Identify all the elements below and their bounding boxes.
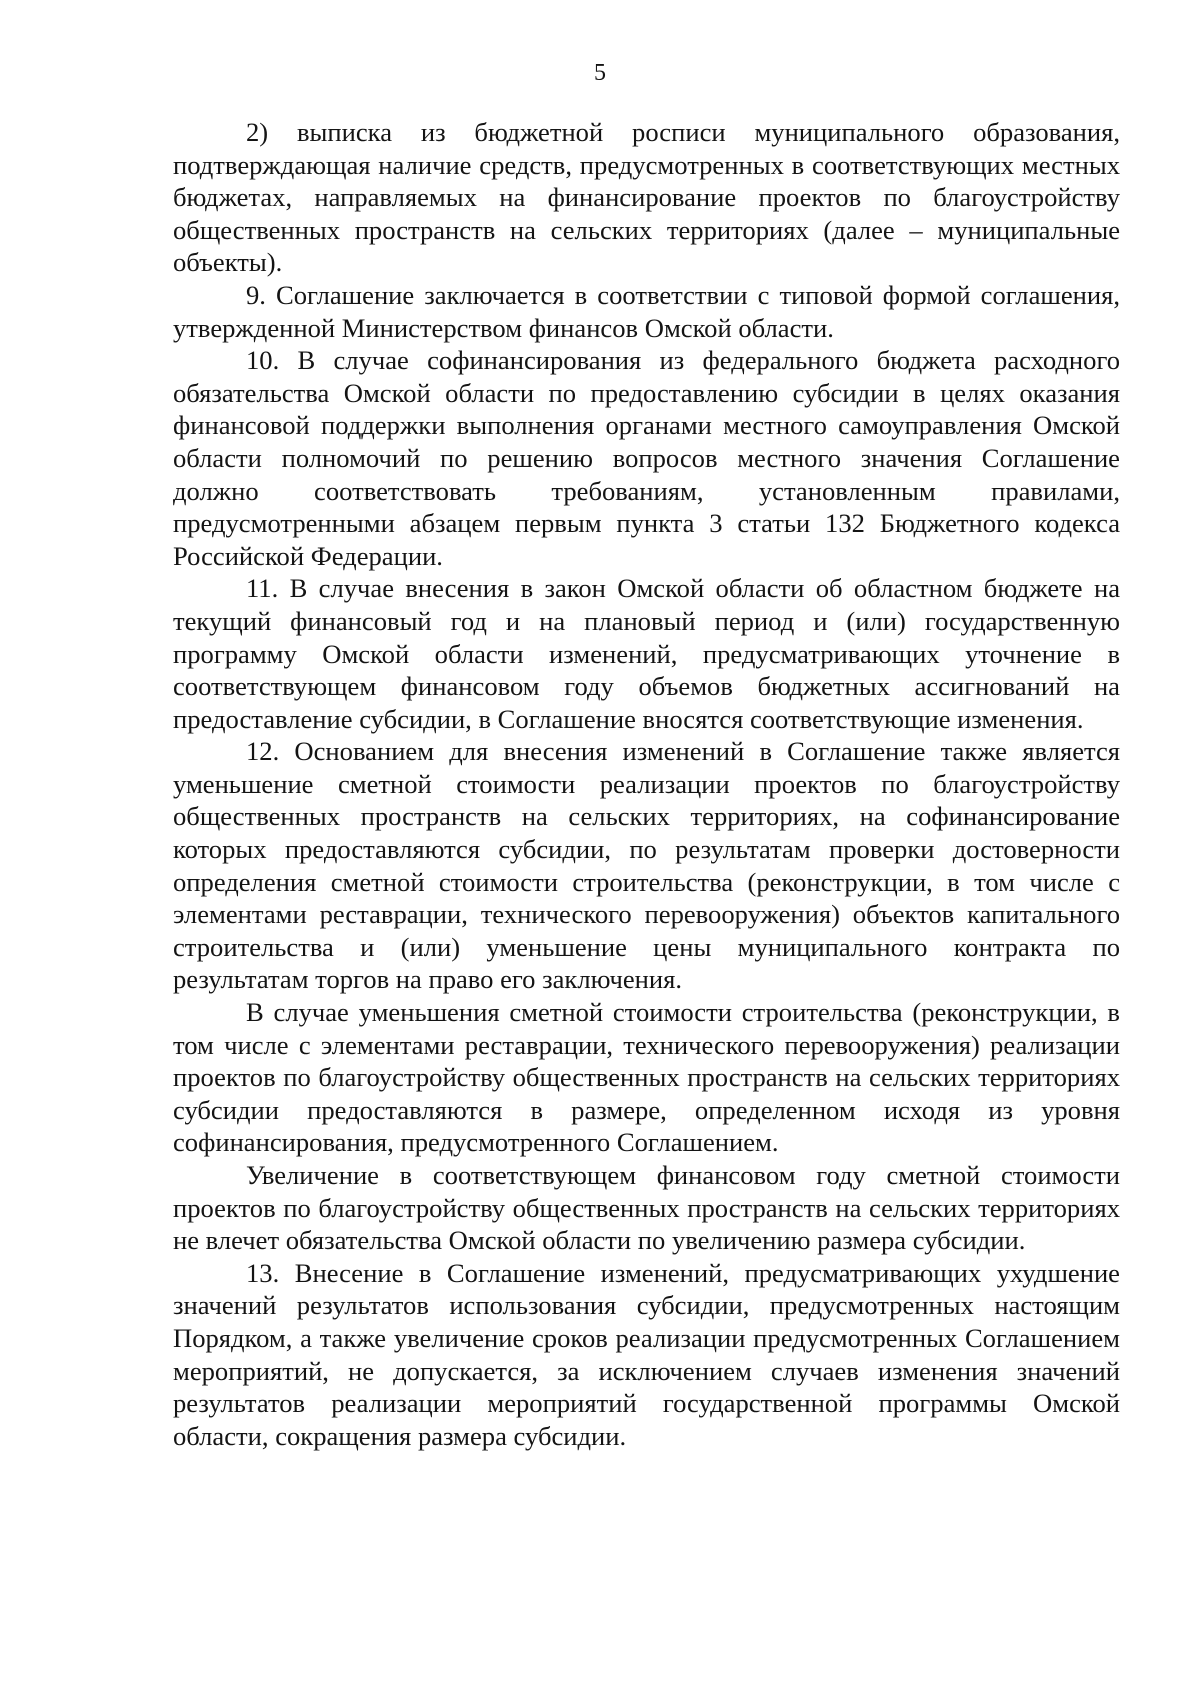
page-number: 5 bbox=[594, 60, 606, 86]
paragraph-clause-12-cost-increase: Увеличение в соответствующем финансовом году сметной стоимости проектов по благоустройству общественных пространств на сельских территориях не влечет обязательства Омской области по увеличению размера субсидии. bbox=[173, 1160, 1120, 1256]
paragraph-clause-13: 13. Внесение в Соглашение изменений, предусматривающих ухудшение значений результатов использования субсидии, предусмотренных настоящим Порядком, а также увеличение сроков реализации предусмотренных Соглашением мероприятий, не допускается, за исключением случаев изменения значений результатов реализации мероприятий государственной программы Омской области, сокращения размера субсидии. bbox=[173, 1257, 1120, 1451]
paragraph-clause-12: 12. Основанием для внесения изменений в Соглашение также является уменьшение сметной стоимости реализации проектов по благоустройству общественных пространств на сельских территориях, на софинансирование которых предоставляются субсидии, по результатам проверки достоверности определения сметной стоимости строительства (реконструкции, в том числе с элементами реставрации, технического перевооружения) объектов капитального строительства и (или) уменьшение цены муниципального контракта по результатам торгов на право его заключения. bbox=[173, 736, 1120, 995]
paragraph-clause-11: 11. В случае внесения в закон Омской области об областном бюджете на текущий финансовый год и на плановый период и (или) государственную программу Омской области изменений, предусматривающих уточнение в соответствующем финансовом году объемов бюджетных ассигнований на предоставление субсидии, в Соглашение вносятся соответствующие изменения. bbox=[173, 573, 1120, 734]
paragraph-item-2-budget-extract: 2) выписка из бюджетной росписи муниципального образования, подтверждающая наличие средств, предусмотренных в соответствующих местных бюджетах, направляемых на финансирование проектов по благоустройству общественных пространств на сельских территориях (далее – муниципальные объекты). bbox=[173, 117, 1120, 278]
paragraph-clause-10: 10. В случае софинансирования из федерального бюджета расходного обязательства Омской области по предоставлению субсидии в целях оказания финансовой поддержки выполнения органами местного самоуправления Омской области полномочий по решению вопросов местного значения Соглашение должно соответствовать требованиям, установленным правилами, предусмотренными абзацем первым пункта 3 статьи 132 Бюджетного кодекса Российской Федерации. bbox=[173, 345, 1120, 571]
document-body bbox=[173, 116, 1120, 1452]
paragraph-clause-9: 9. Соглашение заключается в соответствии с типовой формой соглашения, утвержденной Министерством финансов Омской области. bbox=[173, 279, 1120, 343]
paragraph-clause-12-cost-decrease: В случае уменьшения сметной стоимости строительства (реконструкции, в том числе с элементами реставрации, технического перевооружения) реализации проектов по благоустройству общественных пространств на сельских территориях субсидии предоставляются в размере, определенном исходя из уровня софинансирования, предусмотренного Соглашением. bbox=[173, 997, 1120, 1158]
